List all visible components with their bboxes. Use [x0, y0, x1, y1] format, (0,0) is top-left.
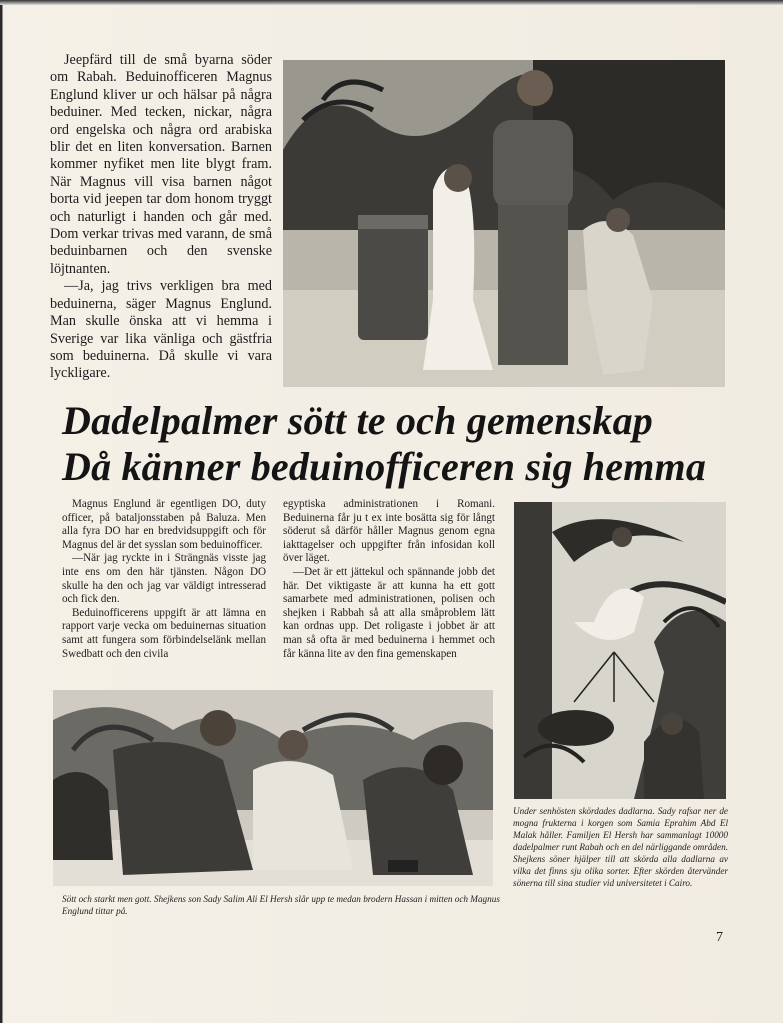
article-paragraph: Beduinofficerens uppgift är att lämna en rapport varje vecka om beduinernas situation samt att fungera som förbindelselänk mellan Swedbatt och den civila: [62, 606, 266, 660]
scan-edge: [0, 0, 783, 5]
article-paragraph: —När jag ryckte in i Strängnäs visste jag inte ens om den här tjänsten. Någon DO skulle ha den och jag var väldigt intresserad och fick den.: [62, 552, 266, 606]
headline: [62, 398, 742, 490]
headline-line-1: Dadelpalmer sött te och gemenskap: [62, 398, 653, 443]
intro-paragraph-2: —Ja, jag trivs verkligen bra med beduinerna, säger Magnus Englund. Man skulle önska att vi hemma i Sverige var lika vänliga och gästfria som beduinerna. Då skulle vi vara lyckligare.: [50, 278, 272, 382]
caption-harvest-photo: Under senhösten skördades dadlarna. Sady rafsar ner de mogna frukterna i korgen som Samia Eprahim Abd El Malak håller. Familjen El Hersh har sammanlagt 10000 dadelpalmer runt Rabah och en del närliggande områden. Shejkens söner hjälper till att skörda alla dadlarna av vilka det finns sju olika sorter. Efter skörden återvänder sönerna till sina studier vid universitetet i Cairo.: [513, 806, 728, 888]
photo-tea-gathering: [53, 690, 493, 886]
caption-tea-photo: Sött och starkt men gott. Shejkens son Sady Salim Ali El Hersh slår upp te medan brodern Hassan i mitten och Magnus Englund tittar på.: [62, 894, 500, 916]
intro-text: [50, 52, 272, 383]
article-paragraph: Magnus Englund är egentligen DO, duty officer, på bataljonsstaben på Baluza. Men alla fyra DO har en bredvidsuppgift och för Magnus del är det sysslan som beduinofficer.: [62, 498, 266, 551]
article-paragraph: —Det är ett jättekul och spännande jobb det här. Det viktigaste är att kunna ha ett gott samarbete med administrationen, polisen och shejken i Rabbah så att alla småproblem lätt kan ordnas upp. Det roligaste i jobbet är att man så ofta är med beduinerna i hemmet och får känna lite av den fina gemenskapen: [283, 565, 495, 660]
photo-officer-with-children: [283, 60, 725, 387]
photo-date-harvest: [514, 502, 726, 799]
article-paragraph: egyptiska administrationen i Romani. Beduinerna får ju t ex inte bosätta sig för långt söderut så därför håller Magnus genom egna iakttagelser och uppgifter från infosidan koll över läget.: [283, 498, 495, 565]
page-number: 7: [716, 930, 723, 945]
article-column-2: [283, 498, 495, 661]
headline-line-2: Då känner beduinofficeren sig hemma: [62, 444, 707, 489]
article-column-1: [62, 498, 266, 661]
intro-paragraph-1: Jeepfärd till de små byarna söder om Rabah. Beduinofficeren Magnus Englund kliver ur och hälsar på några beduiner. Med tecken, nickar, några ord engelska och några ord arabiska blir det en liten konversation. Barnen kommer nyfiket men lite blygt fram. När Magnus vill visa barnen något borta vid jeepen tar dom honom tryggt och naturligt i handen och går med. Dom verkar trivas med varann, de små beduinbarnen och den svenske löjtnanten.: [50, 52, 272, 277]
